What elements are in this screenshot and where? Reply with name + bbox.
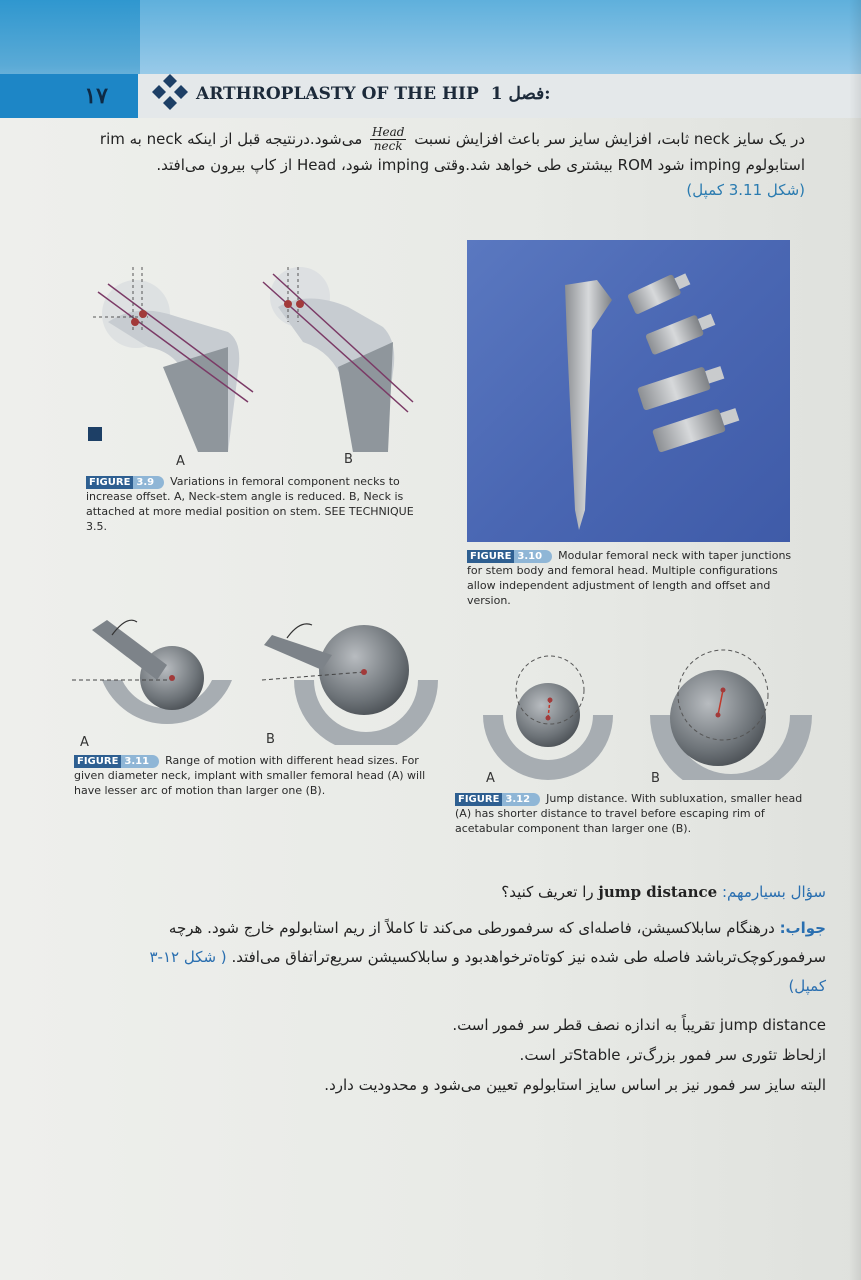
jump-large-head-drawing <box>650 650 812 780</box>
figure-3-11-caption <box>74 753 432 798</box>
note-stability: ازلحاظ تئوری سر فمور بزرگ‌تر، Stableتر است. <box>519 1046 826 1064</box>
question-line <box>60 878 826 907</box>
fig-3-12-label-b: B <box>651 771 660 786</box>
page-edge-shadow <box>849 0 861 1280</box>
figure-3-12-tag-number: 3.12 <box>502 793 540 806</box>
diamond-ornament-icon <box>150 72 190 112</box>
jump-small-head-drawing <box>483 656 613 780</box>
answer-label: جواب: <box>779 919 826 937</box>
figure-3-12-illustration <box>478 640 818 780</box>
page-number: ١٧ <box>0 74 138 118</box>
figure-3-9-tag <box>86 476 164 489</box>
rom-small-head-drawing <box>72 620 232 724</box>
chapter-heading <box>196 84 550 104</box>
answer-figure-reference-end: کمپل) <box>788 977 826 995</box>
intro-figure-reference: (شکل 3.11 کمپل) <box>686 181 805 199</box>
figure-3-10-tag <box>467 550 552 563</box>
question-prefix: سؤال بسیارمهم: <box>721 883 826 901</box>
fig-3-11-label-a: A <box>80 735 89 750</box>
intro-paragraph <box>70 126 805 203</box>
figure-3-11-illustration <box>72 610 442 745</box>
figure-3-10-tag-number: 3.10 <box>514 550 552 563</box>
fig-3-9-label-b: B <box>344 452 353 467</box>
modular-neck-photo <box>467 240 790 542</box>
figure-3-12-caption <box>455 791 817 836</box>
fig-3-9-label-a: A <box>176 454 185 469</box>
note-jump-distance: jump distance تقریباً به اندازه نصف قطر سر فمور است. <box>452 1016 826 1034</box>
figure-3-12-caption-text: Jump distance. With subluxation, smaller head (A) has shorter distance to travel before escaping rim of acetabular component than larger one (B). <box>455 792 803 835</box>
chapter-title: ARTHROPLASTY OF THE HIP <box>196 84 479 104</box>
intro-line-2: استابولوم imping شود ROM بیشتری طی خواهد شد.وقتی imping شود، Head از کاپ بیرون می‌افتد. <box>156 156 805 174</box>
figure-3-10-tag-word: FIGURE <box>467 550 514 563</box>
rom-large-head-drawing <box>262 624 438 745</box>
femur-a-drawing <box>93 267 253 452</box>
chapter-label: فصل 1: <box>490 84 551 104</box>
head-neck-ratio <box>370 126 406 153</box>
intro-line-1a: در یک سایز neck ثابت، افزایش سایز سر باعث افزایش نسبت <box>414 130 805 148</box>
figure-3-10-photo <box>467 240 790 542</box>
answer-text-1: درهنگام سابلاکسیشن، فاصله‌ای که سرفمورطی می‌کند تا کاملاً از ریم استابولوم خارج شود. هرچه <box>168 919 775 937</box>
figure-3-12-tag <box>455 793 540 806</box>
figure-3-9-caption <box>86 474 424 534</box>
note-head-size-limit: البته سایز سر فمور نیز بر اساس سایز استابولوم تعیین می‌شود و محدودیت دارد. <box>324 1076 826 1094</box>
answer-text-2: سرفمورکوچک‌ترباشد فاصله طی شده نیز کوتاه‌ترخواهدبود و سابلاکسیشن سریع‌تراتفاق می‌افتد. <box>231 948 826 966</box>
figure-3-11-caption-text: Range of motion with different head sizes. For given diameter neck, implant with smaller femoral head (A) will have lesser arc of motion than larger one (B). <box>74 754 426 797</box>
answer-line-2 <box>60 943 826 972</box>
ratio-numerator: Head <box>372 125 405 139</box>
figure-3-10-caption-text: Modular femoral neck with taper junctions for stem body and femoral head. Multiple configurations allow independent adjustment of length and offset and version. <box>467 549 792 607</box>
answer-line-1 <box>60 914 826 943</box>
femur-b-drawing <box>263 267 413 452</box>
question-term: jump distance <box>598 883 718 901</box>
fig-3-12-label-a: A <box>486 771 495 786</box>
figure-3-9-caption-text: Variations in femoral component necks to increase offset. A, Neck-stem angle is reduced. B, Neck is attached at more medial position on stem. SEE TECHNIQUE 3.5. <box>86 475 414 533</box>
figure-3-11-tag <box>74 755 159 768</box>
figure-3-10-caption <box>467 548 803 608</box>
square-marker-icon <box>88 427 102 441</box>
figure-3-9-tag-word: FIGURE <box>86 476 133 489</box>
figure-3-9-tag-number: 3.9 <box>133 476 164 489</box>
answer-block <box>60 914 826 1001</box>
intro-line-1 <box>70 126 805 153</box>
figure-3-11-tag-number: 3.11 <box>121 755 159 768</box>
question-suffix: را تعریف کنید؟ <box>501 883 594 901</box>
figure-3-9-illustration <box>78 262 428 472</box>
notes-block <box>60 1010 826 1100</box>
figure-3-12-tag-word: FIGURE <box>455 793 502 806</box>
ratio-denominator: neck <box>373 139 403 153</box>
figure-3-11-tag-word: FIGURE <box>74 755 121 768</box>
intro-line-1b: می‌شود.درنتیجه قبل از اینکه neck به rim <box>99 130 363 148</box>
answer-figure-reference: ( شکل ۱۲-۳ <box>149 948 227 966</box>
fig-3-11-label-b: B <box>266 732 275 747</box>
